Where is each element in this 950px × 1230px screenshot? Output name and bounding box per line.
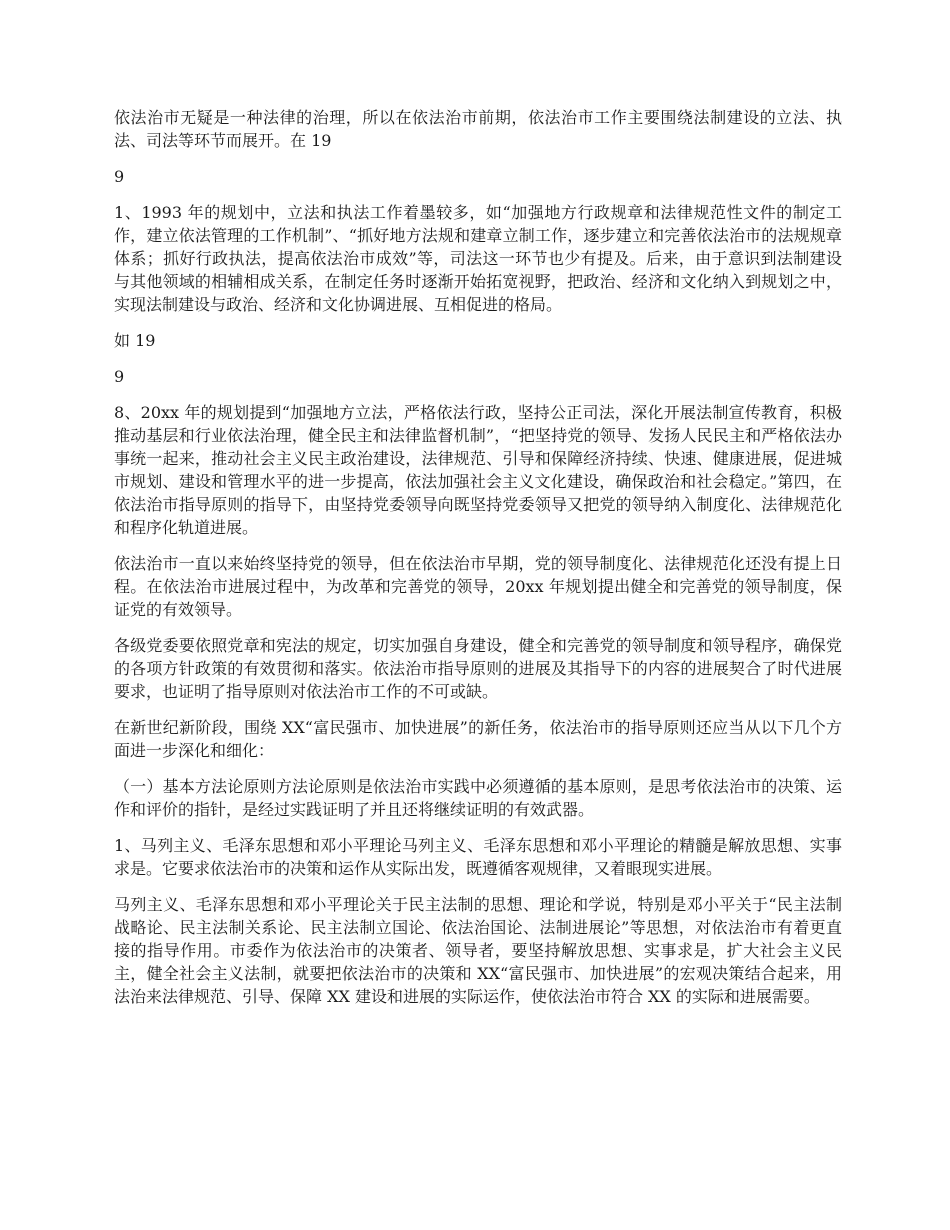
paragraph-5: 9: [114, 367, 125, 386]
paragraph-3: 1、1993 年的规划中，立法和执法工作着墨较多，如“加强地方行政规章和法律规范性文件的制定工作，建立依法管理的工作机制”、“抓好地方法规和建章立制工作，逐步建立和完善依法治市的法规规章体系；抓好行政执法，提高依法治市成效”等，司法这一环节也少有提及。后来，由于意识到法制建设与其他领域的相辅相成关系，在制定任务时逐渐开始拓宽视野，把政治、经济和文化纳入到规划之中，实现法制建设与政治、经济和文化协调进展、互相促进的格局。: [114, 203, 842, 314]
document-body: [114, 106, 842, 1021]
paragraph-7: 依法治市一直以来始终坚持党的领导，但在依法治市早期，党的领导制度化、法律规范化还没有提上日程。在依法治市进展过程中，为改革和完善党的领导，20xx 年规划提出健全和完善党的领导制度，保证党的有效领导。: [114, 554, 842, 619]
paragraph-12: 马列主义、毛泽东思想和邓小平理论关于民主法制的思想、理论和学说，特别是邓小平关于“民主法制战略论、民主法制关系论、民主法制立国论、依法治国论、法制进展论”等思想，对依法治市有着更直接的指导作用。市委作为依法治市的决策者、领导者，要坚持解放思想、实事求是，扩大社会主义民主，健全社会主义法制，就要把依法治市的决策和 XX“富民强市、加快进展”的宏观决策结合起来，用法治来法律规范、引导、保障 XX 建设和进展的实际运作，使依法治市符合 XX 的实际和进展需要。: [114, 895, 842, 1006]
paragraph-2: 9: [114, 167, 125, 186]
paragraph-8: 各级党委要依照党章和宪法的规定，切实加强自身建设，健全和完善党的领导制度和领导程序，确保党的各项方针政策的有效贯彻和落实。依法治市指导原则的进展及其指导下的内容的进展契合了时代进展要求，也证明了指导原则对依法治市工作的不可或缺。: [114, 636, 842, 701]
paragraph-1: 依法治市无疑是一种法律的治理，所以在依法治市前期，依法治市工作主要围绕法制建设的立法、执法、司法等环节而展开。在 19: [114, 108, 842, 150]
paragraph-11: 1、马列主义、毛泽东思想和邓小平理论马列主义、毛泽东思想和邓小平理论的精髓是解放思想、实事求是。它要求依法治市的决策和运作从实际出发，既遵循客观规律，又着眼现实进展。: [114, 836, 842, 878]
paragraph-6: 8、20xx 年的规划提到“加强地方立法，严格依法行政，坚持公正司法，深化开展法制宣传教育，积极推动基层和行业依法治理，健全民主和法律监督机制”，“把坚持党的领导、发扬人民民主和严格依法办事统一起来，推动社会主义民主政治建设，法律规范、引导和保障经济持续、快速、健康进展，促进城市规划、建设和管理水平的进一步提高，依法加强社会主义文化建设，确保政治和社会稳定。”第四，在依法治市指导原则的指导下，由坚持党委领导向既坚持党委领导又把党的领导纳入制度化、法律规范化和程序化轨道进展。: [114, 403, 842, 537]
paragraph-10: （一）基本方法论原则方法论原则是依法治市实践中必须遵循的基本原则，是思考依法治市的决策、运作和评价的指针，是经过实践证明了并且还将继续证明的有效武器。: [114, 777, 842, 819]
paragraph-4: 如 19: [114, 331, 156, 350]
paragraph-9: 在新世纪新阶段，围绕 XX“富民强市、加快进展”的新任务，依法治市的指导原则还应当从以下几个方面进一步深化和细化：: [114, 718, 842, 760]
